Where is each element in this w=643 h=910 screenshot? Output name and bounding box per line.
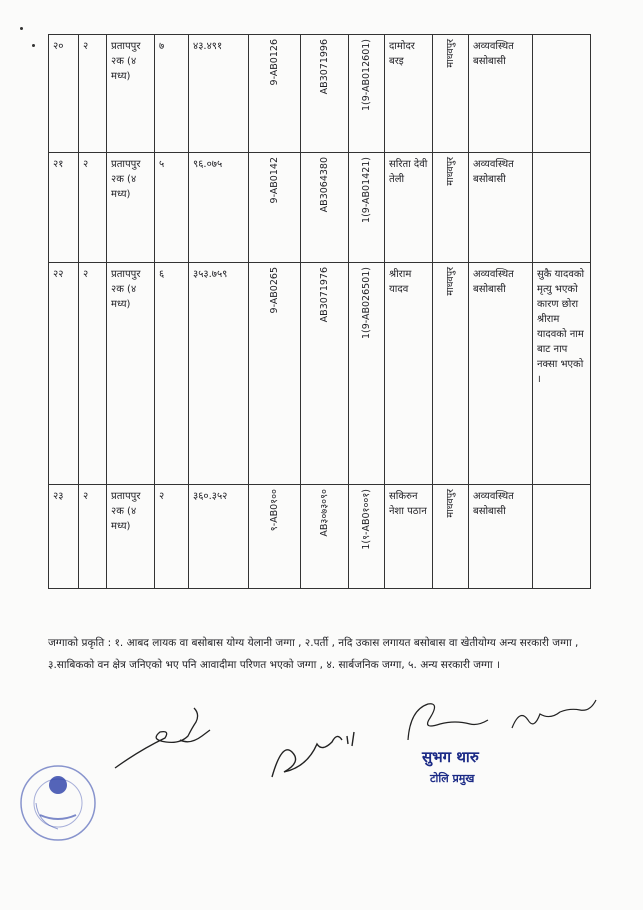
- signer-name: सुभग थारु: [422, 748, 479, 766]
- table-row: [49, 485, 591, 589]
- village-cell-text: माधवपुर: [445, 39, 456, 68]
- parcel-code-cell: [249, 263, 301, 485]
- parcel-code-cell: [249, 35, 301, 153]
- owner-code-cell: [301, 35, 349, 153]
- plot-cell: ६: [155, 263, 189, 485]
- signature-2: [262, 722, 372, 787]
- serial-cell: २२: [49, 263, 79, 485]
- owner-code-cell-text: AB३०७३०९०: [319, 489, 330, 537]
- village-cell-text: माधवपुर: [445, 267, 456, 296]
- village-cell: [433, 153, 469, 263]
- place-cell: प्रतापपुर २क (४ मध्य): [107, 263, 155, 485]
- sub-code-cell: [349, 263, 385, 485]
- ward-cell: २: [79, 485, 107, 589]
- name-cell: सकिरुन नेशा पठान: [385, 485, 433, 589]
- parcel-code-cell: [249, 485, 301, 589]
- parcel-code-cell: [249, 153, 301, 263]
- signature-3: [400, 690, 600, 750]
- sub-code-cell-text: 1(9-AB01421): [361, 157, 372, 223]
- village-cell-text: माधवपुर: [445, 489, 456, 518]
- sub-code-cell-text: 1(९-AB0१००१): [361, 489, 372, 550]
- parcel-code-cell-text: ९-AB0१००: [269, 489, 280, 532]
- status-cell: अव्यवस्थित बसोबासी: [469, 35, 533, 153]
- land-record-table: [48, 34, 591, 589]
- remark-cell: [533, 485, 591, 589]
- table-row: [49, 153, 591, 263]
- owner-code-cell: [301, 263, 349, 485]
- ward-cell: २: [79, 153, 107, 263]
- area-cell: ३६०.३५२: [189, 485, 249, 589]
- sub-code-cell-text: 1(9-AB012601): [361, 39, 372, 112]
- status-cell: अव्यवस्थित बसोबासी: [469, 263, 533, 485]
- place-cell: प्रतापपुर २क (४ मध्य): [107, 485, 155, 589]
- sub-code-cell-text: 1(9-AB026501): [361, 267, 372, 340]
- serial-cell: २१: [49, 153, 79, 263]
- owner-code-cell-text: AB3064380: [319, 157, 330, 213]
- remark-cell: [533, 35, 591, 153]
- village-cell-text: माधवपुर: [445, 157, 456, 186]
- serial-cell: २३: [49, 485, 79, 589]
- owner-code-cell: [301, 153, 349, 263]
- owner-code-cell-text: AB3071976: [319, 267, 330, 323]
- village-cell: [433, 263, 469, 485]
- owner-code-cell: [301, 485, 349, 589]
- name-cell: सरिता देवी तेली: [385, 153, 433, 263]
- remark-cell: सुकै यादवको मृत्यु भएको कारण छोरा श्रीराम यादवको नाम बाट नाप नक्सा भएको ।: [533, 263, 591, 485]
- owner-code-cell-text: AB3071996: [319, 39, 330, 95]
- plot-cell: ५: [155, 153, 189, 263]
- parcel-code-cell-text: 9-AB0142: [269, 157, 280, 204]
- sub-code-cell: [349, 35, 385, 153]
- status-cell: अव्यवस्थित बसोबासी: [469, 153, 533, 263]
- signature-1: [110, 700, 230, 775]
- sub-code-cell: [349, 485, 385, 589]
- place-cell: प्रतापपुर २क (४ मध्य): [107, 153, 155, 263]
- status-cell: अव्यवस्थित बसोबासी: [469, 485, 533, 589]
- remark-cell: [533, 153, 591, 263]
- serial-cell: २०: [49, 35, 79, 153]
- ward-cell: २: [79, 35, 107, 153]
- plot-cell: ७: [155, 35, 189, 153]
- name-cell: श्रीराम यादव: [385, 263, 433, 485]
- land-type-note: जग्गाको प्रकृति : १. आबद लायक वा बसोबास योग्य येलानी जग्गा , २.पर्ती , नदि उकास लगायत बसोबास वा खेतीयोग्य अन्य सरकारी जग्गा , ३.साबिकको वन क्षेत्र जनिएको भए पनि आवादीमा परिणत भएको जग्गा , ४. सार्बजनिक जग्गा, ५. अन्य सरकारी जग्गा ।: [48, 637, 579, 671]
- scan-speck: [32, 44, 35, 47]
- area-cell: ४३.४९१: [189, 35, 249, 153]
- table-row: [49, 263, 591, 485]
- village-cell: [433, 35, 469, 153]
- place-cell: प्रतापपुर २क (४ मध्य): [107, 35, 155, 153]
- sub-code-cell: [349, 153, 385, 263]
- signer-title: टोलि प्रमुख: [430, 772, 475, 785]
- government-seal-icon: [18, 763, 98, 843]
- plot-cell: २: [155, 485, 189, 589]
- scan-speck: [20, 27, 23, 30]
- ward-cell: २: [79, 263, 107, 485]
- area-cell: ९६.०७५: [189, 153, 249, 263]
- parcel-code-cell-text: 9-AB0126: [269, 39, 280, 86]
- area-cell: ३५३.७५९: [189, 263, 249, 485]
- table-row: [49, 35, 591, 153]
- parcel-code-cell-text: 9-AB0265: [269, 267, 280, 314]
- name-cell: दामोदर बरइ: [385, 35, 433, 153]
- village-cell: [433, 485, 469, 589]
